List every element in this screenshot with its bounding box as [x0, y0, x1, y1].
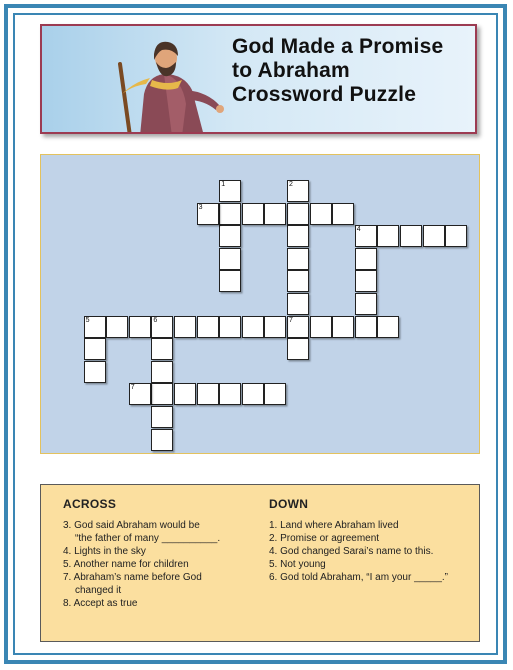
crossword-cell[interactable]	[287, 203, 309, 225]
crossword-cell[interactable]	[219, 180, 241, 202]
abraham-illustration	[112, 34, 232, 134]
crossword-cell[interactable]	[151, 361, 173, 383]
down-clue	[269, 545, 474, 558]
crossword-cell[interactable]	[310, 316, 332, 338]
clue-text: 2. Promise or agreement	[269, 533, 380, 544]
title-line-3: Crossword Puzzle	[232, 83, 417, 106]
crossword-cell[interactable]	[219, 248, 241, 270]
crossword-cell[interactable]	[151, 383, 173, 405]
crossword-area	[40, 154, 480, 454]
crossword-cell[interactable]	[219, 316, 241, 338]
crossword-cell[interactable]	[355, 225, 377, 247]
crossword-cell[interactable]	[197, 383, 219, 405]
crossword-cell[interactable]	[264, 383, 286, 405]
crossword-cell[interactable]	[197, 203, 219, 225]
crossword-cell[interactable]	[287, 338, 309, 360]
clue-number: 1	[221, 181, 226, 188]
crossword-cell[interactable]	[174, 316, 196, 338]
down-clue	[269, 558, 474, 571]
down-heading: DOWN	[269, 497, 309, 511]
crossword-cell[interactable]	[264, 203, 286, 225]
crossword-cell[interactable]	[151, 316, 173, 338]
crossword-cell[interactable]	[129, 316, 151, 338]
crossword-cell[interactable]	[287, 180, 309, 202]
clue-number: 4	[356, 226, 361, 234]
down-clue	[269, 571, 474, 584]
crossword-cell[interactable]	[310, 203, 332, 225]
crossword-cell[interactable]	[287, 225, 309, 247]
across-clue	[63, 571, 263, 597]
page-title	[232, 35, 443, 107]
clue-number: 2	[289, 181, 293, 188]
across-clue	[63, 597, 263, 610]
crossword-cell[interactable]	[355, 248, 377, 270]
down-clue	[269, 532, 474, 545]
crossword-cell[interactable]	[332, 203, 354, 225]
crossword-cell[interactable]	[219, 383, 241, 405]
across-clue-list	[63, 519, 263, 610]
title-line-2: to Abraham	[232, 59, 350, 82]
crossword-cell[interactable]	[84, 338, 106, 360]
crossword-cell[interactable]	[129, 383, 151, 405]
crossword-cell[interactable]	[242, 203, 264, 225]
clue-text: 5. Another name for children	[63, 559, 189, 570]
clue-text: 5. Not young	[269, 559, 326, 570]
clue-text: 8. Accept as true	[63, 598, 138, 609]
clue-text: 6. God told Abraham, “I am your _____.”	[269, 572, 448, 583]
clue-text: 1. Land where Abraham lived	[269, 520, 399, 531]
crossword-cell[interactable]	[445, 225, 467, 247]
crossword-cell[interactable]	[242, 383, 264, 405]
crossword-cell[interactable]	[106, 316, 128, 338]
across-clue	[63, 519, 263, 545]
across-heading: ACROSS	[63, 497, 117, 511]
crossword-cell[interactable]	[332, 316, 354, 338]
clue-number: 7	[130, 384, 135, 392]
crossword-cell[interactable]	[151, 338, 173, 360]
crossword-cell[interactable]	[377, 316, 399, 338]
title-line-1: God Made a Promise	[232, 35, 444, 58]
crossword-cell[interactable]	[400, 225, 422, 247]
clue-text: 3. God said Abraham would be	[63, 520, 200, 531]
clue-text: 4. God changed Sarai’s name to this.	[269, 546, 434, 557]
across-clue	[63, 558, 263, 571]
down-clue	[269, 519, 474, 532]
clue-number: 7	[289, 316, 293, 324]
crossword-cell[interactable]	[219, 225, 241, 247]
down-clue-list	[269, 519, 474, 584]
crossword-cell[interactable]	[84, 361, 106, 383]
crossword-cell[interactable]	[219, 203, 241, 225]
clue-text: 7. Abraham’s name before God	[63, 572, 202, 583]
crossword-cell[interactable]	[355, 293, 377, 315]
crossword-cell[interactable]	[264, 316, 286, 338]
crossword-cell[interactable]	[151, 406, 173, 428]
crossword-cell[interactable]	[423, 225, 445, 247]
crossword-cell[interactable]	[355, 270, 377, 292]
crossword-cell[interactable]	[84, 316, 106, 338]
crossword-cell[interactable]	[287, 293, 309, 315]
clue-text-continued: “the father of many __________.	[75, 533, 221, 544]
clue-number: 5	[85, 316, 90, 324]
clue-text: 4. Lights in the sky	[63, 546, 146, 557]
crossword-cell[interactable]	[377, 225, 399, 247]
clue-number: 3	[198, 203, 203, 211]
clues-box	[40, 484, 480, 642]
crossword-cell[interactable]	[219, 270, 241, 292]
clue-text-continued: changed it	[75, 585, 122, 596]
across-clue	[63, 545, 263, 558]
crossword-cell[interactable]	[287, 316, 309, 338]
clue-number: 6	[153, 316, 158, 324]
title-banner	[40, 24, 477, 134]
crossword-cell[interactable]	[174, 383, 196, 405]
crossword-cell[interactable]	[242, 316, 264, 338]
crossword-cell[interactable]	[287, 270, 309, 292]
crossword-cell[interactable]	[151, 429, 173, 451]
crossword-cell[interactable]	[197, 316, 219, 338]
crossword-cell[interactable]	[355, 316, 377, 338]
crossword-cell[interactable]	[287, 248, 309, 270]
